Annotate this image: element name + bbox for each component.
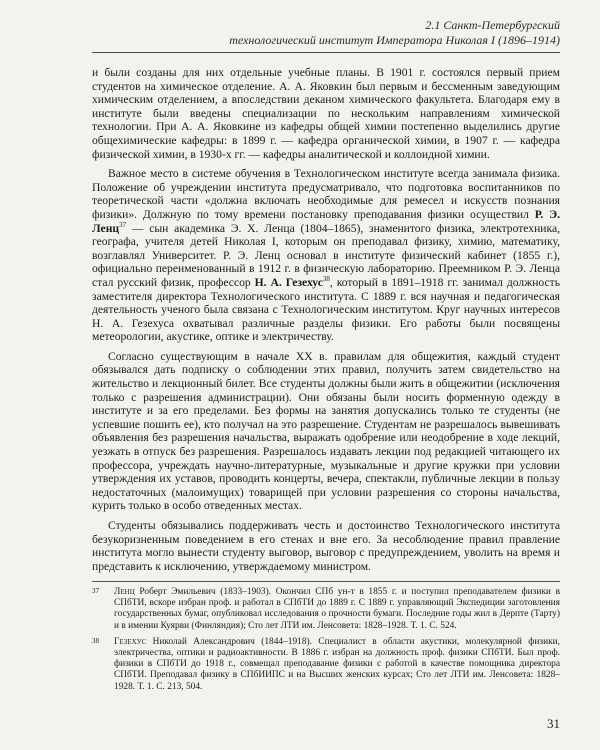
footnotes [92, 587, 560, 698]
paragraph-2-part-c: , который в 1891–1918 гг. занимал должность заместителя директора Технологического института. С 1889 г. вся научная и педагогическая деятельность ученого была связана с Технологическим институтом. Круг научных интересов Н. А. Гезехуса охватывал различные разделы физики. Его работы были посвящены метеорологии, акустике, оптике и электричеству. [92, 275, 560, 344]
paragraph-1: и были созданы для них отдельные учебные планы. В 1901 г. состоялся первый прием студентов на химическое отделение. А. А. Яковкин был первым и бессменным заведующим химическим отделением, а впоследствии деканом химического факультета. Благодаря ему в институте были введены специализации по нескольким направлениям химической технологии. При А. А. Яковкине из кафедры общей химии постепенно выделились другие общехимические кафедры: в 1899 г. — кафедра органической химии, в 1907 г. — кафедра физической химии, в 1930-х гг. — кафедры аналитической и коллоидной химии. [92, 66, 560, 161]
page-number: 31 [547, 716, 560, 731]
footnote-text: Роберт Эмильевич (1833–1903). Окончил СПб ун-т в 1855 г. и поступил преподавателем физики в СПбТИ, вскоре избран проф. и работал в СПбТИ до 1889 г. С 1889 г. управляющий Экспедиции заготовления государственных бумаг, опубликовал исследования о прочности бумаги. Последние годы жил в Дерпте (Тарту) и в имении Куярви (Финляндия); Сто лет ЛТИ им. Ленсовета: 1828–1928. Т. 1. С. 524. [114, 587, 560, 631]
footnote-ref-37: 37 [119, 220, 127, 229]
footnote-name: Ленц [114, 587, 135, 597]
person-name-gezehus: Н. А. Гезехус [254, 275, 323, 289]
footnote-ref-38: 38 [322, 275, 330, 284]
paragraph-2-part-a: Важное место в системе обучения в Технологическом институте всегда занимала физика. Положение об учреждении института предусматривало, что подготовка воспитанников по теоретической части «должна включать необходимые для ремесел и искусств познания физики». Должную по тому времени постановку преподавания физики осуществил [92, 167, 560, 221]
footnote-name: Гезехус [114, 636, 147, 647]
running-head-subtitle: технологический институт Императора Николая I (1896–1914) [229, 33, 560, 47]
header-rule [92, 52, 560, 53]
running-head-section: 2.1 Санкт-Петербургский [425, 18, 560, 32]
footnote-text: Николай Александрович (1844–1918). Специалист в области акустики, молекулярной физики, электричества, оптики и радиоактивности. В 1886 г. избран на должность проф. физики СПбТИ. Был проф. физики в СПбТИ до 1918 г., совмещал преподавание физики с работой в качестве помощника директора СПбТИ. Преподавал физику в СПбИИПС и на Высших женских курсах; Сто лет ЛТИ им. Ленсовета: 1828–1928. Т. 1. С. 213, 504. [114, 636, 560, 692]
running-head [229, 18, 560, 48]
footnote-37 [92, 587, 560, 632]
footnote-number: 37 [92, 587, 99, 595]
footnote-number: 38 [92, 636, 99, 645]
main-text [92, 66, 560, 579]
paragraph-3: Согласно существующим в начале XX в. правилам для общежития, каждый студент обязывался дать подписку о соблюдении этих правил, получить затем свидетельство на жительство и лекционный билет. Все студенты должны были жить в общежитии (исключения только с разрешения администрации). Они обязаны были носить форменную одежду в институте и за его пределами. Без формы на занятия допускались только те студенты (не успевшие пошить ее), кто получал на это разрешение. Студентам не разрешалось вывешивать объявления без разрешения начальства, выражать одобрение или неодобрение в ходе лекций, уезжать в отпуск без разрешения. Разрешалось издавать лекции под редакцией читающего их профессора, учреждать научно-литературные, музыкальные и другие кружки при условии утверждения их уставов, проводить концерты, вечера, спектакли, публичные лекции в пользу недостаточных (малоимущих) товарищей при условии разрешения со стороны начальства, курить только в особо отведенных местах. [92, 349, 560, 513]
footnote-rule [92, 581, 560, 582]
paragraph-2 [92, 167, 560, 344]
paragraph-4: Студенты обязывались поддерживать честь и достоинство Технологического института безукоризненным поведением в его стенах и вне его. За несоблюдение правил правление института могло вынести студенту выговор, выговор с предупреждением, уволить на время и представить к исключению, утверждаемому министром. [92, 519, 560, 573]
footnote-38 [92, 637, 560, 693]
person-name-lenz: Р. Э. Ленц [92, 207, 560, 235]
paragraph-2-part-b: — сын академика Э. Х. Ленца (1804–1865), знаменитого физика, электротехника, географа, учителя детей Николая I, которым он преподавал физику, химию, математику, возглавлял Университет. Р. Э. Ленц основал в институте физический кабинет (1855 г.), официально переименованный в 1912 г. в физическую лабораторию. Преемником Р. Э. Ленца стал русский физик, профессор [92, 221, 560, 289]
